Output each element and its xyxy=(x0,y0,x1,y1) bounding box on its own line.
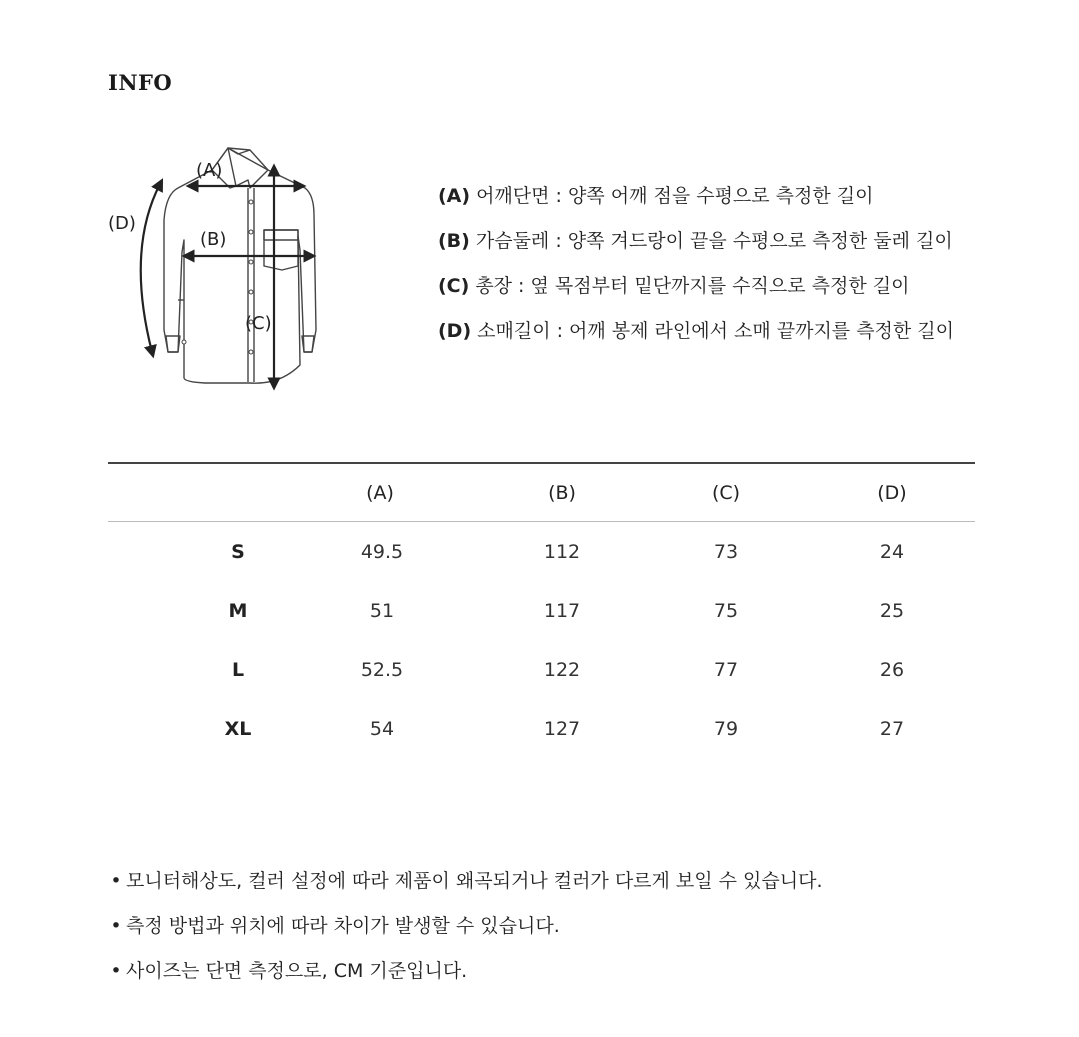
table-cell: 24 xyxy=(879,540,905,563)
size-table xyxy=(108,462,975,758)
header-cell: (B) xyxy=(548,481,576,504)
table-cell: 26 xyxy=(879,658,905,681)
table-cell: 117 xyxy=(543,599,581,622)
size-label: M xyxy=(228,599,248,622)
measurement-d: (D) 소매길이 : 어깨 봉제 라인에서 소매 끝까지를 측정한 길이 xyxy=(438,320,955,342)
table-cell: 75 xyxy=(713,599,739,622)
note-item: • 사이즈는 단면 측정으로, CM 기준입니다. xyxy=(108,956,823,1001)
notes-list xyxy=(108,866,823,1001)
size-label: S xyxy=(231,540,245,563)
header-cell: (A) xyxy=(366,481,394,504)
measurement-b: (B) 가슴둘레 : 양쪽 겨드랑이 끝을 수평으로 측정한 둘레 길이 xyxy=(438,230,953,252)
note-item: • 모니터해상도, 컬러 설정에 따라 제품이 왜곡되거나 컬러가 다르게 보일 수 있습니다. xyxy=(108,866,823,911)
table-cell: 27 xyxy=(879,717,905,740)
note-item: • 측정 방법과 위치에 따라 차이가 발생할 수 있습니다. xyxy=(108,911,823,956)
page-title: INFO xyxy=(108,70,173,95)
bullet-icon: • xyxy=(110,870,122,892)
table-row xyxy=(108,640,975,699)
table-cell: 112 xyxy=(543,540,581,563)
table-header-row xyxy=(108,464,975,521)
measurement-descriptions xyxy=(438,180,1058,360)
table-cell: 122 xyxy=(543,658,581,681)
table-row xyxy=(108,522,975,581)
table-cell: 77 xyxy=(713,658,739,681)
diagram-label-b: (B) xyxy=(200,229,227,250)
table-cell: 73 xyxy=(713,540,739,563)
table-cell: 127 xyxy=(543,717,581,740)
table-row xyxy=(108,699,975,758)
table-cell: 51 xyxy=(369,599,395,622)
table-cell: 54 xyxy=(369,717,395,740)
table-cell: 52.5 xyxy=(360,658,404,681)
diagram-label-c: (C) xyxy=(245,313,272,334)
table-cell: 49.5 xyxy=(360,540,404,563)
bullet-icon: • xyxy=(110,915,122,937)
size-label: L xyxy=(231,658,245,681)
header-cell: (D) xyxy=(877,481,907,504)
bullet-icon: • xyxy=(110,960,122,982)
table-row xyxy=(108,581,975,640)
table-body xyxy=(108,522,975,758)
diagram-label-d: (D) xyxy=(108,213,136,234)
header-cell: (C) xyxy=(711,481,741,504)
size-label: XL xyxy=(224,717,252,740)
shirt-diagram xyxy=(100,140,340,400)
table-cell: 25 xyxy=(879,599,905,622)
measurement-a: (A) 어깨단면 : 양쪽 어깨 점을 수평으로 측정한 길이 xyxy=(438,185,874,207)
measurement-c: (C) 총장 : 옆 목점부터 밑단까지를 수직으로 측정한 길이 xyxy=(438,275,910,297)
diagram-label-a: (A) xyxy=(196,160,223,181)
table-cell: 79 xyxy=(713,717,739,740)
